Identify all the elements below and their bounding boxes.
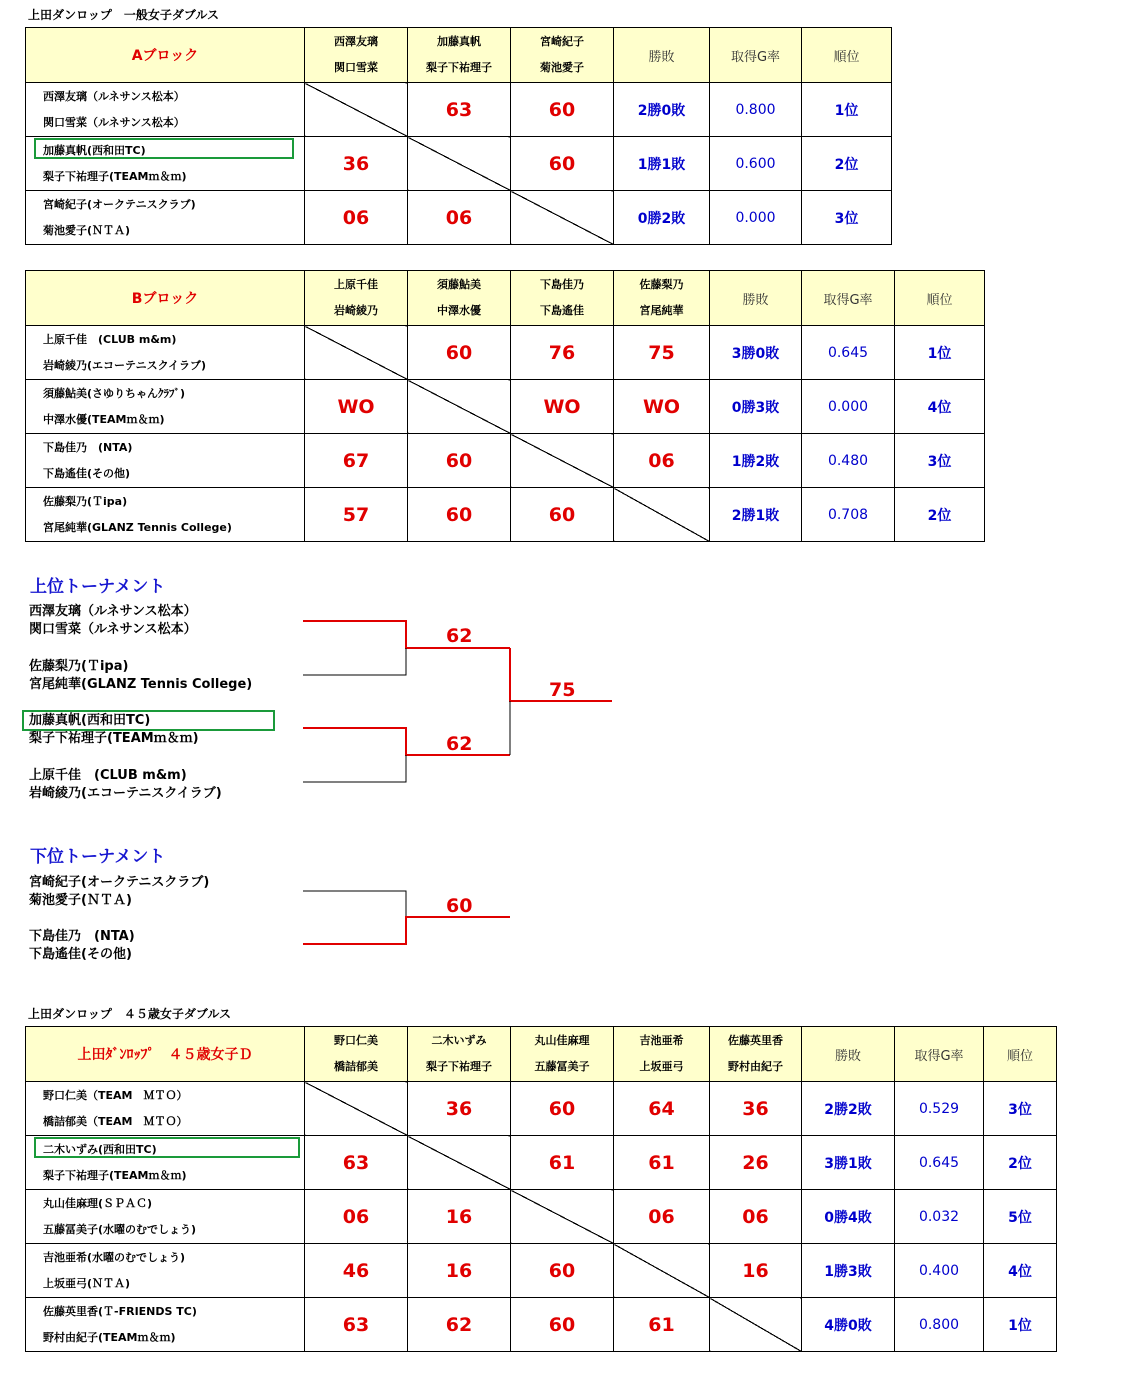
block-b-label: Bブロック xyxy=(26,271,305,326)
rate-header: 取得G率 xyxy=(710,28,802,83)
col-header: 佐藤梨乃 宮尾純華 xyxy=(614,271,710,326)
score-cell: 60 xyxy=(511,488,614,542)
score-cell: WO xyxy=(305,380,408,434)
diagonal-cell xyxy=(710,1298,802,1352)
game-rate: 0.800 xyxy=(710,83,802,137)
win-loss: 3勝1敗 xyxy=(802,1136,895,1190)
player-pair: 野口仁美（TEAM ＭＴＯ） 橋詰郁美（TEAM ＭＴＯ） xyxy=(26,1082,305,1136)
score-cell: 61 xyxy=(614,1298,710,1352)
score-cell: 06 xyxy=(614,434,710,488)
score-cell: 61 xyxy=(614,1136,710,1190)
win-loss: 2勝0敗 xyxy=(614,83,710,137)
player-pair: 下島佳乃 (NTA) 下島遙佳(その他) xyxy=(26,434,305,488)
score-cell: 60 xyxy=(511,83,614,137)
bracket-entry: 下島佳乃 (NTA) 下島遙佳(その他) xyxy=(29,929,135,962)
rank: 4位 xyxy=(984,1244,1057,1298)
score-cell: 76 xyxy=(511,326,614,380)
rank: 1位 xyxy=(984,1298,1057,1352)
col-header: 加藤真帆 梨子下祐理子 xyxy=(408,28,511,83)
wl-header: 勝敗 xyxy=(802,1027,895,1082)
score-cell: 46 xyxy=(305,1244,408,1298)
rank-header: 順位 xyxy=(802,28,892,83)
score-cell: 60 xyxy=(408,488,511,542)
player-pair: 佐藤梨乃(Ｔipa) 宮尾純華(GLANZ Tennis College) xyxy=(26,488,305,542)
score-cell: 60 xyxy=(511,1244,614,1298)
col-header: 西澤友璃 関口雪菜 xyxy=(305,28,408,83)
score-cell: 36 xyxy=(710,1082,802,1136)
win-loss: 0勝3敗 xyxy=(710,380,802,434)
rank-header: 順位 xyxy=(895,271,985,326)
score-cell: 60 xyxy=(408,434,511,488)
game-rate: 0.529 xyxy=(895,1082,984,1136)
game-rate: 0.600 xyxy=(710,137,802,191)
diagonal-cell xyxy=(511,1190,614,1244)
player-pair: 宮崎紀子(オークテニスクラブ) 菊池愛子(ＮＴＡ) xyxy=(26,191,305,245)
score-cell: 64 xyxy=(614,1082,710,1136)
score-cell: 06 xyxy=(408,191,511,245)
diagonal-cell xyxy=(408,1136,511,1190)
rank: 3位 xyxy=(895,434,985,488)
table-row xyxy=(26,1244,1057,1298)
game-rate: 0.032 xyxy=(895,1190,984,1244)
rank: 4位 xyxy=(895,380,985,434)
rank: 1位 xyxy=(802,83,892,137)
diagonal-cell xyxy=(305,1082,408,1136)
score-cell: 36 xyxy=(305,137,408,191)
block-45-table xyxy=(25,1026,1057,1352)
bracket-entry: 宮崎紀子(オークテニスクラブ) 菊池愛子(ＮＴＡ) xyxy=(29,875,210,908)
rate-header: 取得G率 xyxy=(895,1027,984,1082)
score-cell: 06 xyxy=(305,1190,408,1244)
player-pair: 西澤友璃（ルネサンス松本） 関口雪菜（ルネサンス松本） xyxy=(26,83,305,137)
game-rate: 0.480 xyxy=(802,434,895,488)
col-header: 吉池亜希 上坂亜弓 xyxy=(614,1027,710,1082)
col-header: 上原千佳 岩崎綾乃 xyxy=(305,271,408,326)
wl-header: 勝敗 xyxy=(710,271,802,326)
score-cell: 60 xyxy=(408,326,511,380)
lower-tournament-title: 下位トーナメント xyxy=(30,847,166,867)
block-45-label: 上田ﾀﾞﾝﾛｯﾌﾟ ４５歳女子Ｄ xyxy=(26,1027,305,1082)
block-a-label: Aブロック xyxy=(26,28,305,83)
upper-semi2-score: 62 xyxy=(446,733,473,755)
rank: 2位 xyxy=(984,1136,1057,1190)
rank: 1位 xyxy=(895,326,985,380)
score-cell: 60 xyxy=(511,1082,614,1136)
score-cell: 60 xyxy=(511,1298,614,1352)
score-cell: 63 xyxy=(305,1298,408,1352)
score-cell: 16 xyxy=(408,1244,511,1298)
rate-header: 取得G率 xyxy=(802,271,895,326)
rank: 3位 xyxy=(802,191,892,245)
player-pair: 丸山佳麻理(ＳＰＡＣ) 五藤冨美子(水曜のむでしょう) xyxy=(26,1190,305,1244)
score-cell: 36 xyxy=(408,1082,511,1136)
win-loss: 1勝1敗 xyxy=(614,137,710,191)
win-loss: 2勝2敗 xyxy=(802,1082,895,1136)
col-header: 二木いずみ 梨子下祐理子 xyxy=(408,1027,511,1082)
score-cell: 57 xyxy=(305,488,408,542)
score-cell: 67 xyxy=(305,434,408,488)
col-header: 野口仁美 橋詰郁美 xyxy=(305,1027,408,1082)
score-cell: 62 xyxy=(408,1298,511,1352)
game-rate: 0.000 xyxy=(802,380,895,434)
table-row xyxy=(26,1190,1057,1244)
rank: 3位 xyxy=(984,1082,1057,1136)
table-row xyxy=(26,1082,1057,1136)
score-cell: 75 xyxy=(614,326,710,380)
player-pair: 須藤鮎美(さゆりちゃんｸﾗﾌﾞ) 中澤水優(TEAMｍ＆ｍ) xyxy=(26,380,305,434)
player-pair: 二木いずみ(西和田TC) 梨子下祐理子(TEAMｍ＆ｍ) xyxy=(26,1136,305,1190)
score-cell: 63 xyxy=(408,83,511,137)
game-rate: 0.645 xyxy=(802,326,895,380)
score-cell: 60 xyxy=(511,137,614,191)
game-rate: 0.800 xyxy=(895,1298,984,1352)
win-loss: 1勝3敗 xyxy=(802,1244,895,1298)
highlight-box xyxy=(34,1137,300,1158)
player-pair: 上原千佳 (CLUB m&m) 岩崎綾乃(エコーテニスクイラブ) xyxy=(26,326,305,380)
col-header: 佐藤英里香 野村由紀子 xyxy=(710,1027,802,1082)
lower-score: 60 xyxy=(446,895,473,917)
page-title-45: 上田ダンロップ ４５歳女子ダブルス xyxy=(28,1007,232,1021)
rank: 2位 xyxy=(802,137,892,191)
score-cell: WO xyxy=(511,380,614,434)
rank: 2位 xyxy=(895,488,985,542)
rank: 5位 xyxy=(984,1190,1057,1244)
col-header: 須藤鮎美 中澤水優 xyxy=(408,271,511,326)
score-cell: 26 xyxy=(710,1136,802,1190)
game-rate: 0.708 xyxy=(802,488,895,542)
bracket-entry: 西澤友璃（ルネサンス松本） 関口雪菜（ルネサンス松本） xyxy=(29,604,197,637)
win-loss: 2勝1敗 xyxy=(710,488,802,542)
game-rate: 0.645 xyxy=(895,1136,984,1190)
bracket-entry: 上原千佳 (CLUB m&m) 岩崎綾乃(エコーテニスクイラブ) xyxy=(29,768,222,801)
upper-final-score: 75 xyxy=(549,679,576,701)
player-pair: 佐藤英里香(Ｔ-FRIENDS TC) 野村由紀子(TEAMｍ＆ｍ) xyxy=(26,1298,305,1352)
player-pair: 吉池亜希(水曜のむでしょう) 上坂亜弓(ＮＴＡ) xyxy=(26,1244,305,1298)
upper-semi1-score: 62 xyxy=(446,625,473,647)
score-cell: 06 xyxy=(614,1190,710,1244)
win-loss: 1勝2敗 xyxy=(710,434,802,488)
col-header: 丸山佳麻理 五藤冨美子 xyxy=(511,1027,614,1082)
game-rate: 0.000 xyxy=(710,191,802,245)
win-loss: 0勝2敗 xyxy=(614,191,710,245)
wl-header: 勝敗 xyxy=(614,28,710,83)
rank-header: 順位 xyxy=(984,1027,1057,1082)
score-cell: 06 xyxy=(710,1190,802,1244)
player-pair: 加藤真帆(西和田TC) 梨子下祐理子(TEAMｍ＆ｍ) xyxy=(26,137,305,191)
score-cell: 16 xyxy=(408,1190,511,1244)
bracket-entry: 佐藤梨乃(Ｔipa) 宮尾純華(GLANZ Tennis College) xyxy=(29,659,253,692)
win-loss: 3勝0敗 xyxy=(710,326,802,380)
table-row xyxy=(26,1298,1057,1352)
win-loss: 4勝0敗 xyxy=(802,1298,895,1352)
game-rate: 0.400 xyxy=(895,1244,984,1298)
score-cell: 16 xyxy=(710,1244,802,1298)
win-loss: 0勝4敗 xyxy=(802,1190,895,1244)
diagonal-cell xyxy=(614,1244,710,1298)
score-cell: 61 xyxy=(511,1136,614,1190)
page-title-general: 上田ダンロップ 一般女子ダブルス xyxy=(28,8,220,22)
score-cell: 06 xyxy=(305,191,408,245)
score-cell: 63 xyxy=(305,1136,408,1190)
col-header: 宮崎紀子 菊池愛子 xyxy=(511,28,614,83)
score-cell: WO xyxy=(614,380,710,434)
upper-tournament-title: 上位トーナメント xyxy=(30,577,166,597)
bracket-entry: 加藤真帆(西和田TC) 梨子下祐理子(TEAMｍ＆ｍ) xyxy=(29,713,199,746)
col-header: 下島佳乃 下島遙佳 xyxy=(511,271,614,326)
